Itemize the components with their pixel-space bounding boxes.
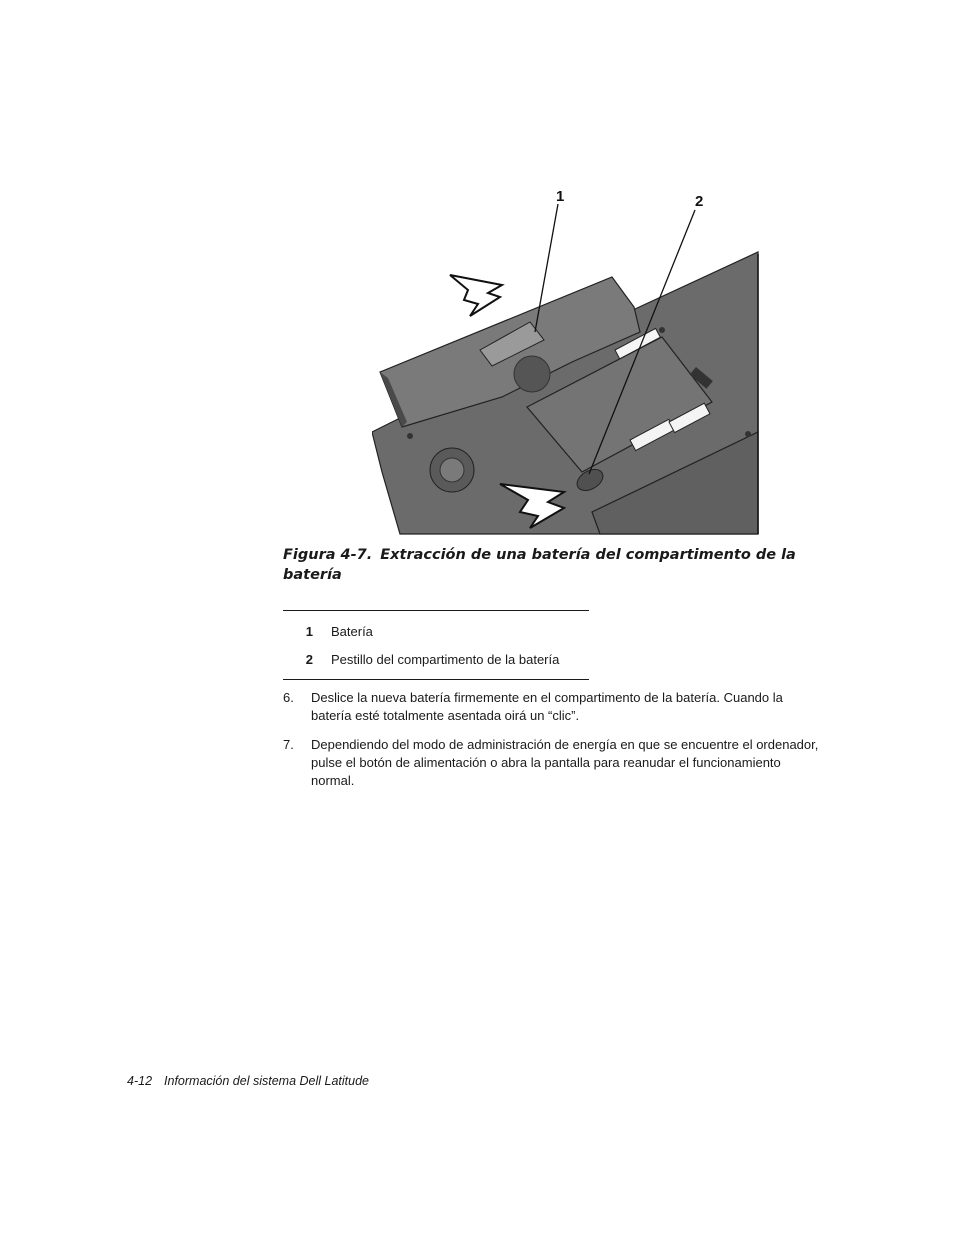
- page-footer: [127, 1074, 369, 1088]
- caption-label: Figura 4-7.: [283, 547, 373, 563]
- callout-2: 2: [695, 193, 704, 210]
- step-number: 6.: [283, 690, 294, 705]
- battery-removal-figure: [372, 182, 760, 536]
- legend-number: 2: [305, 651, 313, 667]
- step-item: [283, 736, 823, 790]
- page-number: 4-12: [127, 1074, 153, 1088]
- legend-item: [283, 617, 589, 645]
- step-item: [283, 689, 823, 725]
- step-text: Dependiendo del modo de administración de energía en que se encuentre el ordenador, pulse el botón de alimentación o abra la pantalla para reanudar el funcionamiento normal.: [311, 737, 819, 788]
- procedure-steps: [283, 689, 823, 801]
- legend-item: [283, 645, 589, 673]
- footer-title: Información del sistema Dell Latitude: [164, 1074, 369, 1088]
- callout-1: 1: [556, 188, 565, 205]
- figure-legend: [283, 610, 589, 680]
- caption-text: Extracción de una batería del compartimento de la batería: [283, 547, 796, 583]
- figure-caption: [283, 545, 803, 585]
- legend-number: 1: [305, 623, 313, 639]
- legend-text: Batería: [331, 623, 373, 639]
- legend-text: Pestillo del compartimento de la batería: [331, 651, 560, 667]
- step-number: 7.: [283, 737, 294, 752]
- step-text: Deslice la nueva batería firmemente en el compartimento de la batería. Cuando la batería esté totalmente asentada oirá un “clic”.: [311, 690, 783, 723]
